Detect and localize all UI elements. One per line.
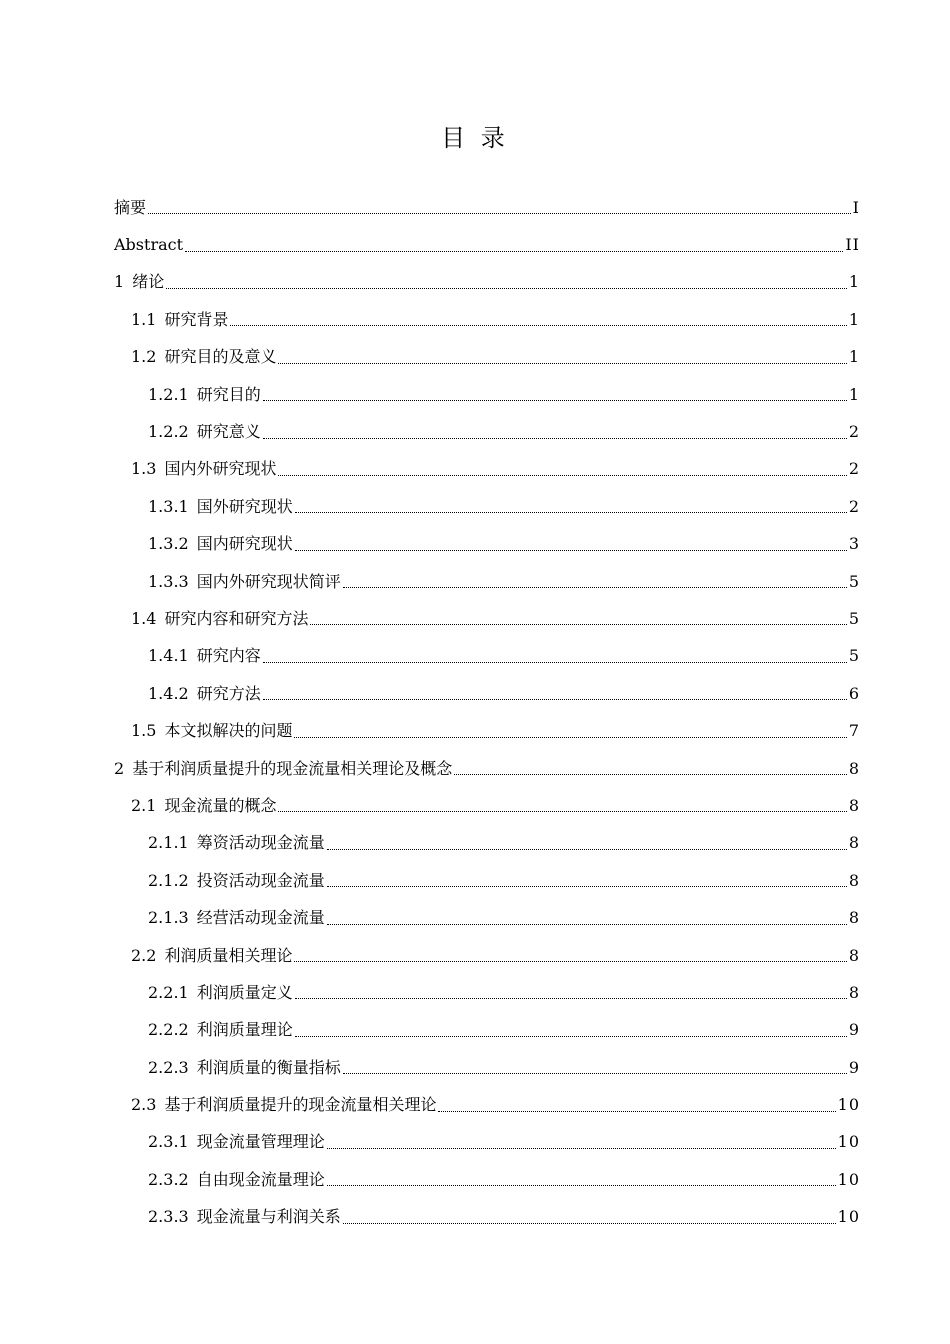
toc-entry[interactable] bbox=[0, 1086, 950, 1123]
dot-leader bbox=[230, 325, 846, 326]
dot-leader bbox=[185, 251, 843, 252]
dot-leader bbox=[294, 737, 846, 738]
toc-entry-number: 1.2.2 bbox=[148, 422, 189, 442]
toc-entry-text: Abstract bbox=[114, 235, 184, 255]
toc-entry-page-number: 5 bbox=[848, 646, 860, 666]
toc-entry-text: 利润质量的衡量指标 bbox=[196, 1057, 341, 1077]
toc-entry-number: 1.3.2 bbox=[148, 534, 189, 554]
toc-entry-text: 现金流量与利润关系 bbox=[196, 1207, 341, 1227]
toc-entry[interactable] bbox=[0, 451, 950, 488]
toc-entry-number: 1.4.1 bbox=[148, 646, 189, 666]
dot-leader bbox=[263, 662, 847, 663]
toc-entry[interactable] bbox=[0, 825, 950, 862]
toc-entry[interactable] bbox=[0, 1161, 950, 1198]
toc-entry[interactable] bbox=[0, 899, 950, 936]
toc-entry-page-number: 8 bbox=[848, 795, 860, 815]
toc-entry[interactable] bbox=[0, 937, 950, 974]
toc-entry-page-number: 10 bbox=[837, 1132, 860, 1152]
toc-entry-number: 2.1.1 bbox=[148, 833, 189, 853]
toc-entry-number: 1.3.1 bbox=[148, 496, 189, 516]
toc-entry[interactable] bbox=[0, 339, 950, 376]
dot-leader bbox=[148, 213, 851, 214]
toc-entry[interactable] bbox=[0, 1124, 950, 1161]
toc-entry-number: 2.2.1 bbox=[148, 982, 189, 1002]
dot-leader bbox=[327, 1185, 836, 1186]
toc-entry-number: 2.2 bbox=[131, 945, 157, 965]
dot-leader bbox=[166, 288, 847, 289]
toc-entry-page-number: 9 bbox=[848, 1057, 860, 1077]
toc-entry-text: 基于利润质量提升的现金流量相关理论及概念 bbox=[132, 758, 453, 778]
dot-leader bbox=[454, 774, 847, 775]
toc-entry-page-number: 8 bbox=[848, 870, 860, 890]
dot-leader bbox=[263, 699, 847, 700]
toc-entry-page-number: 8 bbox=[848, 758, 860, 778]
toc-entry-number: 2.3.3 bbox=[148, 1207, 189, 1227]
dot-leader bbox=[343, 587, 847, 588]
toc-entry-page-number: 10 bbox=[837, 1095, 860, 1115]
toc-entry-number: 2.3.1 bbox=[148, 1132, 189, 1152]
dot-leader bbox=[295, 1036, 847, 1037]
toc-entry-page-number: 5 bbox=[848, 571, 860, 591]
toc-entry-number: 1.1 bbox=[131, 309, 157, 329]
toc-entry[interactable] bbox=[0, 301, 950, 338]
toc-entry[interactable] bbox=[0, 712, 950, 749]
dot-leader bbox=[294, 961, 846, 962]
toc-entry-page-number: 8 bbox=[848, 908, 860, 928]
toc-entry[interactable] bbox=[0, 675, 950, 712]
toc-entry-page-number: 8 bbox=[848, 982, 860, 1002]
toc-entry-page-number: 2 bbox=[848, 459, 860, 479]
dot-leader bbox=[438, 1111, 835, 1112]
dot-leader bbox=[295, 998, 847, 999]
toc-entry-text: 研究背景 bbox=[164, 309, 229, 329]
toc-entry-number: 2.1.2 bbox=[148, 870, 189, 890]
toc-entry-number: 1.2 bbox=[131, 347, 157, 367]
toc-entry-number: 2.3.2 bbox=[148, 1169, 189, 1189]
toc-entry-text: 现金流量管理理论 bbox=[196, 1132, 325, 1152]
toc-entry-text: 研究内容和研究方法 bbox=[164, 608, 309, 628]
toc-entry[interactable] bbox=[0, 638, 950, 675]
toc-entry-text: 经营活动现金流量 bbox=[196, 908, 325, 928]
toc-entry[interactable] bbox=[0, 1199, 950, 1236]
toc-list bbox=[0, 189, 950, 1236]
toc-entry-text: 筹资活动现金流量 bbox=[196, 833, 325, 853]
toc-entry[interactable] bbox=[0, 1049, 950, 1086]
toc-entry[interactable] bbox=[0, 376, 950, 413]
dot-leader bbox=[295, 550, 847, 551]
toc-entry[interactable] bbox=[0, 526, 950, 563]
toc-entry-number: 2.1 bbox=[131, 795, 157, 815]
toc-entry[interactable] bbox=[0, 488, 950, 525]
toc-entry-page-number: 1 bbox=[848, 347, 860, 367]
dot-leader bbox=[278, 475, 846, 476]
toc-entry-page-number: I bbox=[852, 197, 860, 217]
toc-entry[interactable] bbox=[0, 1012, 950, 1049]
toc-entry-page-number: 8 bbox=[848, 945, 860, 965]
toc-entry-text: 研究方法 bbox=[196, 683, 261, 703]
toc-entry-text: 国内外研究现状简评 bbox=[196, 571, 341, 591]
toc-entry-number: 2.2.2 bbox=[148, 1020, 189, 1040]
toc-entry-text: 国内外研究现状 bbox=[164, 459, 277, 479]
toc-entry-page-number: 1 bbox=[848, 309, 860, 329]
toc-entry-number: 1.2.1 bbox=[148, 384, 189, 404]
toc-entry-number: 1.4 bbox=[131, 608, 157, 628]
toc-entry-number: 2.2.3 bbox=[148, 1057, 189, 1077]
toc-entry-text: 投资活动现金流量 bbox=[196, 870, 325, 890]
toc-entry-page-number: II bbox=[845, 235, 860, 255]
toc-entry-page-number: 10 bbox=[837, 1207, 860, 1227]
toc-entry-number: 1 bbox=[114, 272, 125, 292]
toc-entry-page-number: 2 bbox=[848, 422, 860, 442]
toc-entry-text: 国外研究现状 bbox=[196, 496, 293, 516]
dot-leader bbox=[327, 886, 847, 887]
dot-leader bbox=[278, 363, 846, 364]
dot-leader bbox=[327, 1148, 836, 1149]
toc-entry-page-number: 9 bbox=[848, 1020, 860, 1040]
toc-entry[interactable] bbox=[0, 413, 950, 450]
dot-leader bbox=[310, 624, 846, 625]
toc-entry-page-number: 8 bbox=[848, 833, 860, 853]
dot-leader bbox=[327, 924, 847, 925]
toc-entry-page-number: 5 bbox=[848, 608, 860, 628]
toc-entry-text: 绪论 bbox=[132, 272, 165, 292]
toc-entry[interactable] bbox=[0, 750, 950, 787]
toc-entry-text: 研究目的及意义 bbox=[164, 347, 277, 367]
toc-title: 目 录 bbox=[441, 124, 509, 152]
toc-entry-number: 1.3.3 bbox=[148, 571, 189, 591]
dot-leader bbox=[295, 512, 847, 513]
toc-entry[interactable] bbox=[0, 787, 950, 824]
toc-entry-text: 摘要 bbox=[114, 197, 147, 217]
toc-entry-number: 1.5 bbox=[131, 721, 157, 741]
dot-leader bbox=[278, 811, 846, 812]
toc-entry-text: 研究目的 bbox=[196, 384, 261, 404]
toc-entry-page-number: 3 bbox=[848, 534, 860, 554]
dot-leader bbox=[263, 400, 847, 401]
toc-entry-text: 国内研究现状 bbox=[196, 534, 293, 554]
toc-entry-number: 1.3 bbox=[131, 459, 157, 479]
dot-leader bbox=[263, 438, 847, 439]
toc-entry-page-number: 7 bbox=[848, 721, 860, 741]
toc-entry[interactable] bbox=[0, 862, 950, 899]
toc-entry-number: 2 bbox=[114, 758, 125, 778]
toc-entry-text: 利润质量理论 bbox=[196, 1020, 293, 1040]
toc-entry-text: 现金流量的概念 bbox=[164, 795, 277, 815]
toc-entry-number: 2.3 bbox=[131, 1095, 157, 1115]
dot-leader bbox=[327, 849, 847, 850]
toc-entry-text: 利润质量定义 bbox=[196, 982, 293, 1002]
toc-entry-text: 研究意义 bbox=[196, 422, 261, 442]
toc-entry[interactable] bbox=[0, 974, 950, 1011]
toc-entry-text: 本文拟解决的问题 bbox=[164, 721, 293, 741]
toc-entry-page-number: 1 bbox=[848, 272, 860, 292]
toc-entry[interactable] bbox=[0, 189, 950, 226]
toc-entry[interactable] bbox=[0, 600, 950, 637]
toc-entry-text: 基于利润质量提升的现金流量相关理论 bbox=[164, 1095, 437, 1115]
toc-entry-text: 研究内容 bbox=[196, 646, 261, 666]
toc-entry[interactable] bbox=[0, 563, 950, 600]
toc-entry-page-number: 10 bbox=[837, 1169, 860, 1189]
toc-entry-text: 自由现金流量理论 bbox=[196, 1169, 325, 1189]
toc-entry-number: 1.4.2 bbox=[148, 683, 189, 703]
toc-entry-page-number: 1 bbox=[848, 384, 860, 404]
toc-entry-page-number: 2 bbox=[848, 496, 860, 516]
toc-entry-number: 2.1.3 bbox=[148, 908, 189, 928]
dot-leader bbox=[343, 1223, 836, 1224]
toc-entry-text: 利润质量相关理论 bbox=[164, 945, 293, 965]
toc-entry[interactable] bbox=[0, 264, 950, 301]
dot-leader bbox=[343, 1073, 847, 1074]
toc-entry[interactable] bbox=[0, 226, 950, 263]
toc-entry-page-number: 6 bbox=[848, 683, 860, 703]
